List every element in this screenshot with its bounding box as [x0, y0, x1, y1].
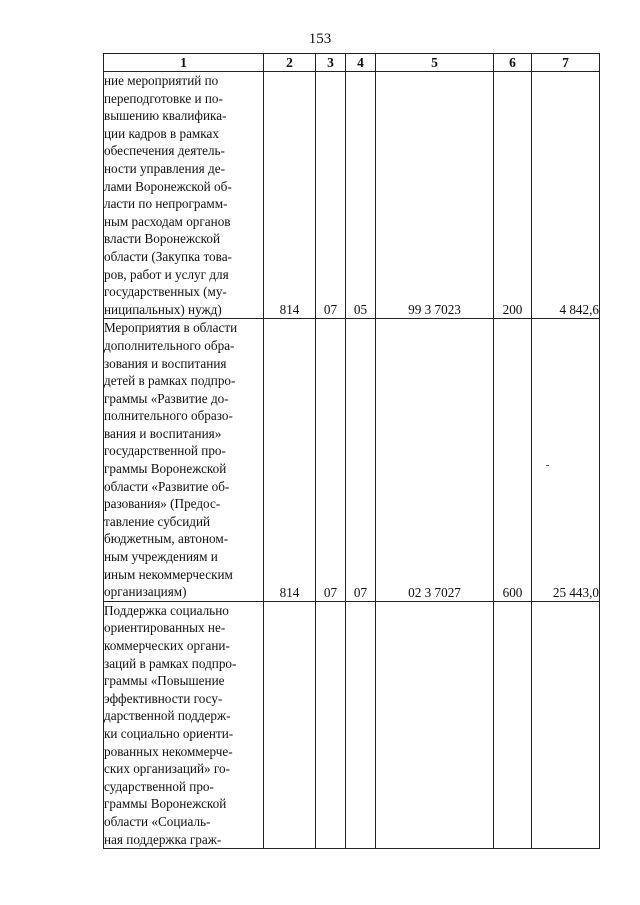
amount: 25 443,0 — [532, 319, 600, 602]
header-col-2: 2 — [264, 54, 316, 72]
row-description — [104, 72, 264, 319]
table-row — [104, 319, 600, 602]
description-line: ниципальных) нужд) — [104, 301, 222, 317]
description-line: бюджетным, автоном- — [104, 531, 229, 547]
amount: 4 842,6 — [532, 72, 600, 319]
table-row — [104, 72, 600, 319]
description-line: дополнительного обра- — [104, 337, 235, 353]
header-col-4: 4 — [346, 54, 376, 72]
budget-table — [103, 53, 600, 849]
description-line: области (Закупка това- — [104, 248, 232, 264]
description-line: тавление субсидий — [104, 513, 211, 529]
target-article-code: 99 3 7023 — [376, 72, 494, 319]
description-line: ности управления де- — [104, 160, 225, 176]
header-col-6: 6 — [494, 54, 532, 72]
table-row — [104, 601, 600, 848]
section-code: 07 — [316, 72, 346, 319]
description-line: граммы Воронежской — [104, 796, 227, 812]
subsection-code — [346, 601, 376, 848]
target-article-code: 02 3 7027 — [376, 319, 494, 602]
description-line: граммы Воронежской — [104, 461, 227, 477]
expense-type-code — [494, 601, 532, 848]
description-line: эффективности госу- — [104, 690, 223, 706]
description-line: государственных (му- — [104, 284, 227, 300]
section-code — [316, 601, 346, 848]
description-line: ным учреждениям и — [104, 549, 218, 565]
description-line: полнительного образо- — [104, 408, 233, 424]
description-line: переподготовке и по- — [104, 90, 223, 106]
amount — [532, 601, 600, 848]
description-line: обеспечения деятель- — [104, 143, 225, 159]
scan-mark — [546, 465, 549, 466]
header-col-7: 7 — [532, 54, 600, 72]
description-line: дарственной поддерж- — [104, 708, 231, 724]
ministry-code: 814 — [264, 319, 316, 602]
description-line: власти Воронежской — [104, 231, 221, 247]
header-col-1: 1 — [104, 54, 264, 72]
description-line: ских организаций» го- — [104, 761, 230, 777]
description-line: области «Социаль- — [104, 813, 211, 829]
ministry-code — [264, 601, 316, 848]
description-line: коммерческих органи- — [104, 638, 230, 653]
expense-type-code: 600 — [494, 319, 532, 602]
target-article-code — [376, 601, 494, 848]
description-line: ным расходам органов — [104, 213, 231, 229]
description-line: граммы «Развитие до- — [104, 390, 229, 406]
description-line: сударственной про- — [104, 778, 214, 794]
description-line: ная поддержка граж- — [104, 831, 222, 847]
description-line: ки социально ориенти- — [104, 725, 234, 741]
ministry-code: 814 — [264, 72, 316, 319]
page-number: 153 — [308, 31, 332, 47]
description-line: разования» (Предос- — [104, 496, 221, 512]
description-line: ориентированных не- — [104, 620, 226, 636]
description-line: ласти по непрограмм- — [104, 196, 228, 212]
description-line: области «Развитие об- — [104, 478, 230, 494]
description-line: граммы «Повышение — [104, 673, 225, 689]
row-description — [104, 601, 264, 848]
header-col-5: 5 — [376, 54, 494, 72]
description-line: лами Воронежской об- — [104, 178, 232, 194]
description-line: организациям) — [104, 584, 187, 600]
header-row — [104, 54, 600, 72]
description-line: вания и воспитания» — [104, 425, 222, 441]
description-line: иным некоммерческим — [104, 566, 233, 582]
description-line: Мероприятия в области — [104, 320, 238, 336]
description-line: Поддержка социально — [104, 602, 229, 618]
description-line: заций в рамках подпро- — [104, 655, 237, 671]
expense-type-code: 200 — [494, 72, 532, 319]
header-col-3: 3 — [316, 54, 346, 72]
description-line: ции кадров в рамках — [104, 125, 219, 141]
description-line: зования и воспитания — [104, 355, 227, 371]
row-description — [104, 319, 264, 602]
section-code: 07 — [316, 319, 346, 602]
description-line: государственной про- — [104, 443, 226, 459]
description-line: детей в рамках подпро- — [104, 373, 236, 389]
subsection-code: 07 — [346, 319, 376, 602]
description-line: вышению квалифика- — [104, 108, 227, 124]
description-line: ние мероприятий по — [104, 73, 219, 88]
description-line: ров, работ и услуг для — [104, 266, 229, 282]
subsection-code: 05 — [346, 72, 376, 319]
description-line: рованных некоммерче- — [104, 743, 233, 759]
